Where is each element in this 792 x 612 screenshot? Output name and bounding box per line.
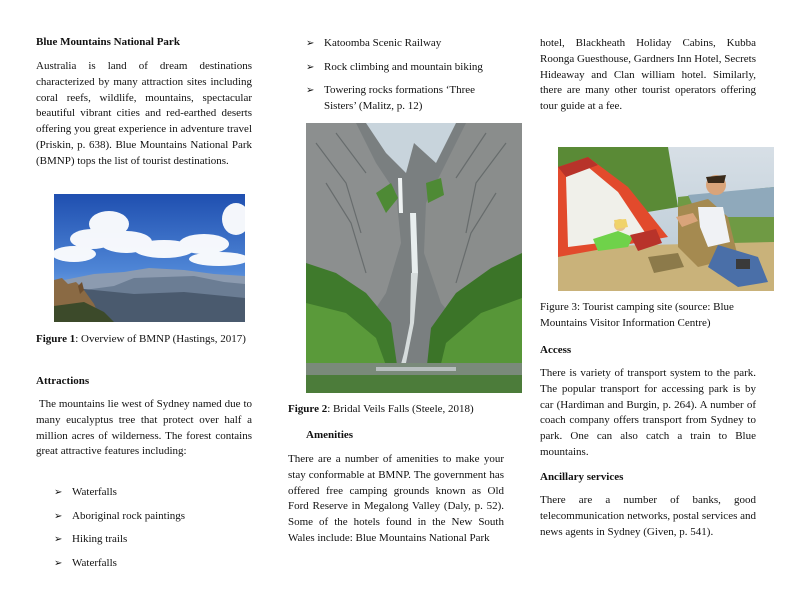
document-title: Blue Mountains National Park [36, 36, 180, 48]
amenities-paragraph: There are a number of amenities to make your stay conformable at BMNP. The government has offered free camping grounds known as Old Ford Reserve in Megalong Valley (Daly, p. 52). Some of the hotels found in the New South Wales include: Blue Mountains National Park [288, 453, 504, 544]
bullet-text: Waterfalls [72, 486, 117, 498]
bullet-item [54, 485, 252, 501]
figure-1-mountain-overview-image [54, 194, 245, 322]
bullet-marker: ➢ [306, 62, 315, 73]
figure-1-caption-text: : Overview of BMNP (Hastings, 2017) [75, 333, 246, 345]
bullet-text: Katoomba Scenic Railway [324, 37, 442, 49]
bullet-item [306, 36, 504, 52]
ancillary-services-paragraph: There are a number of banks, good telecommunication networks, postal services and news agents in Sydney (Given, p. 541). [540, 494, 756, 538]
bullet-marker: ➢ [306, 38, 315, 49]
bullet-marker: ➢ [306, 85, 315, 96]
bullet-item [306, 60, 504, 76]
attractions-paragraph: The mountains lie west of Sydney named due to many eucalyptus tree that protect over half a million acres of wilderness. The forest contains great attractive features including: [36, 398, 255, 458]
figure-1-caption [36, 332, 252, 348]
bullet-marker: ➢ [54, 558, 63, 569]
bullet-text: Rock climbing and mountain biking [324, 61, 483, 73]
bullet-text: Aboriginal rock paintings [72, 510, 186, 522]
intro-paragraph: Australia is land of dream destinations characterized by many attraction sites including coral reefs, wildlife, mountains, spectacular beautiful vibrant cities and red-earthed deserts offering you great experience in adventure travel (Priskin, p. 638). Blue Mountains National Park (BMNP) tops the list of tourist destinations. [36, 60, 252, 167]
bullet-item [54, 556, 252, 572]
ancillary-services-heading: Ancillary services [540, 471, 624, 483]
figure-3-caption: Figure 3: Tourist camping site (source: Blue Mountains Visitor Information Centre) [540, 301, 734, 329]
bullet-item [54, 532, 252, 548]
bullet-text: Hiking trails [72, 533, 128, 545]
amenities-continued-paragraph: hotel, Blackheath Holiday Cabins, Kubba Roonga Guesthouse, Gardners Inn Hotel, Secrets Hideaway and Clan william hotel. Similarly, there are many other tourist operators offering tour guide at a fee. [540, 37, 756, 113]
amenities-heading: Amenities [306, 429, 354, 441]
attractions-heading: Attractions [36, 375, 90, 387]
figure-2-waterfall-image [306, 123, 522, 393]
bullet-text: Towering rocks formations ‘Three Sisters’ (Malitz, p. 12) [324, 84, 476, 112]
figure-2-label: Figure 2 [288, 403, 328, 415]
access-heading: Access [540, 344, 572, 356]
figure-2-caption-text: : Bridal Veils Falls (Steele, 2018) [327, 403, 474, 415]
figure-1-label: Figure 1 [36, 333, 76, 345]
bullet-marker: ➢ [54, 511, 63, 522]
figure-3-camping-image [558, 147, 774, 291]
bullet-item [54, 509, 252, 525]
bullet-item [306, 83, 504, 115]
bullet-marker: ➢ [54, 487, 63, 498]
bullet-marker: ➢ [54, 534, 63, 545]
bullet-text: Waterfalls [72, 557, 117, 569]
access-paragraph: There is variety of transport system to the park. The popular transport for accessing park is by car (Hardiman and Burgin, p. 264). A number of coach company offers transport from Sydney to park. One can also catch a train to Blue mountains. [540, 367, 756, 458]
figure-2-caption [288, 402, 504, 418]
